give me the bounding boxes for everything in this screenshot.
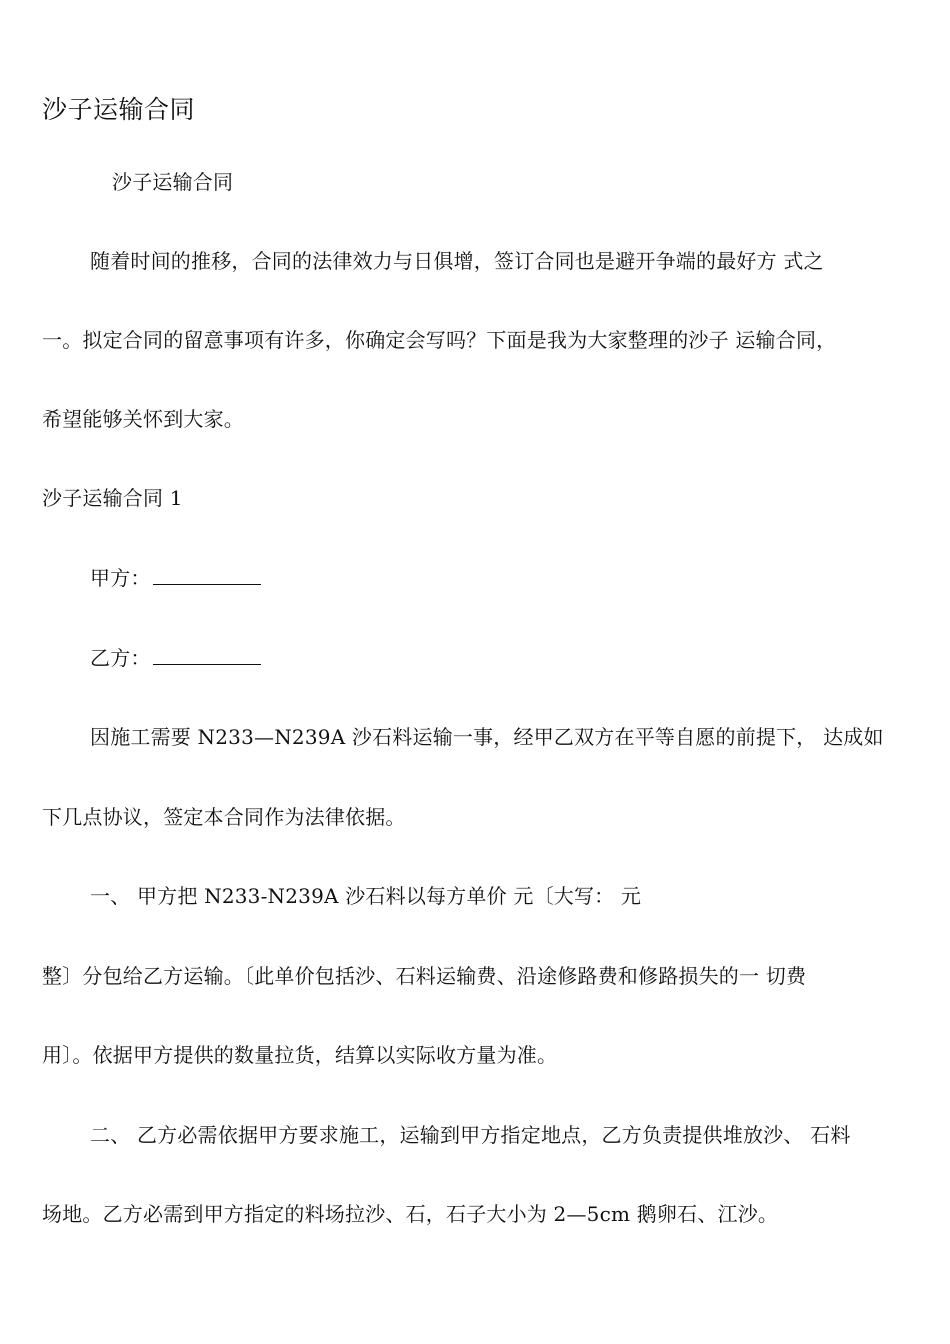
document-title: 沙子运输合同	[42, 95, 196, 124]
party-b-label: 乙方：	[90, 646, 151, 670]
party-a-label: 甲方：	[90, 566, 151, 590]
section-heading: 沙子运输合同 1	[42, 486, 183, 510]
party-b-blank	[153, 650, 261, 665]
clause-1-line-2: 整〕分包给乙方运输。〔此单价包括沙、石料运输费、沿途修路费和修路损失的一 切费	[42, 964, 807, 988]
intro-line-1: 随着时间的推移，合同的法律效力与日俱增，签订合同也是避开争端的最好方 式之	[90, 249, 824, 273]
party-b-line	[90, 646, 261, 670]
preamble-line-2: 下几点协议，签定本合同作为法律依据。	[42, 805, 406, 829]
clause-1-line-1: 一、 甲方把 N233-N239A 沙石料以每方单价 元〔大写： 元	[90, 884, 642, 908]
intro-line-3: 希望能够关怀到大家。	[42, 407, 244, 431]
party-a-line	[90, 566, 261, 590]
preamble-line-1: 因施工需要 N233—N239A 沙石料运输一事，经甲乙双方在平等自愿的前提下， 达成如	[90, 725, 884, 749]
intro-line-2: 一。拟定合同的留意事项有许多，你确定会写吗？下面是我为大家整理的沙子 运输合同，	[42, 328, 837, 352]
clause-1-line-3: 用〕。依据甲方提供的数量拉货，结算以实际收方量为准。	[42, 1043, 558, 1067]
party-a-blank	[153, 570, 261, 585]
document-subtitle: 沙子运输合同	[112, 170, 234, 194]
clause-2-line-2: 场地。乙方必需到甲方指定的料场拉沙、石，石子大小为 2—5cm 鹅卵石、江沙。	[42, 1202, 779, 1226]
clause-2-line-1: 二、 乙方必需依据甲方要求施工，运输到甲方指定地点，乙方负责提供堆放沙、 石料	[90, 1123, 851, 1147]
